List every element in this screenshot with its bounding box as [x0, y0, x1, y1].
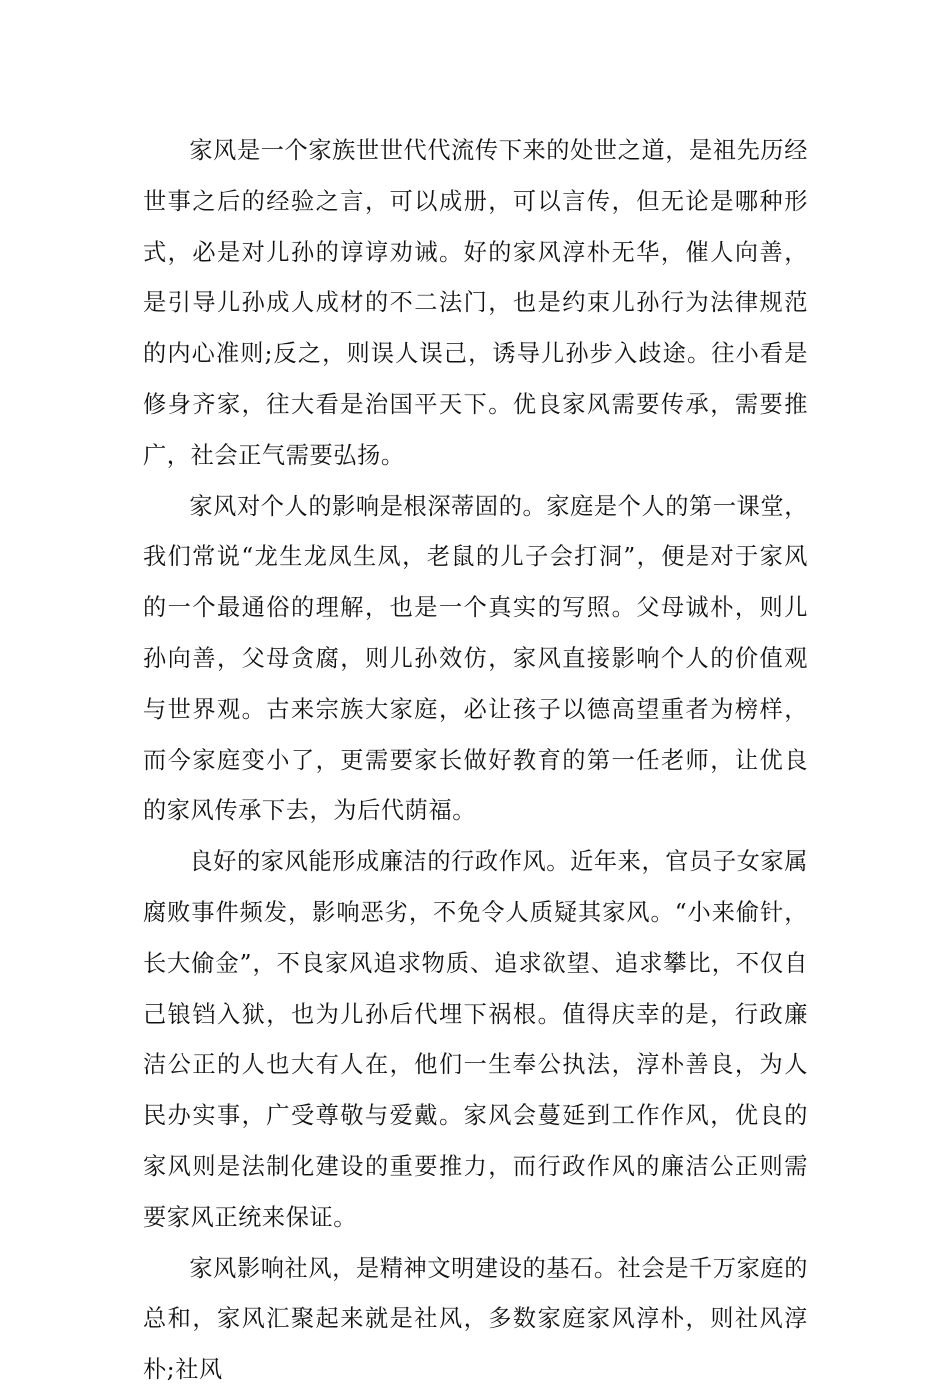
- paragraph-4: 家风影响社风，是精神文明建设的基石。社会是千万家庭的总和，家风汇聚起来就是社风，多数家庭家风淳朴，则社风淳朴;社风: [143, 1254, 808, 1384]
- paragraph-3: 良好的家风能形成廉洁的行政作风。近年来，官员子女家属腐败事件频发，影响恶劣，不免令人质疑其家风。“小来偷针，长大偷金”，不良家风追求物质、追求欲望、追求攀比，不仅自己锒铛入狱，也为儿孙后代埋下祸根。值得庆幸的是，行政廉洁公正的人也大有人在，他们一生奉公执法，淳朴善良，为人民办实事，广受尊敬与爱戴。家风会蔓延到工作作风，优良的家风则是法制化建设的重要推力，而行政作风的廉洁公正则需要家风正统来保证。: [143, 848, 808, 1231]
- paragraph-1: 家风是一个家族世世代代流传下来的处世之道，是祖先历经世事之后的经验之言，可以成册，可以言传，但无论是哪种形式，必是对儿孙的谆谆劝诫。好的家风淳朴无华，催人向善，是引导儿孙成人成材的不二法门，也是约束儿孙行为法律规范的内心准则;反之，则误人误己，诱导儿孙步入歧途。往小看是修身齐家，往大看是治国平天下。优良家风需要传承，需要推广，社会正气需要弘扬。: [143, 137, 808, 469]
- paragraph-2: 家风对个人的影响是根深蒂固的。家庭是个人的第一课堂，我们常说“龙生龙凤生凤，老鼠的儿子会打洞”，便是对于家风的一个最通俗的理解，也是一个真实的写照。父母诚朴，则儿孙向善，父母贪腐，则儿孙效仿，家风直接影响个人的价值观与世界观。古来宗族大家庭，必让孩子以德高望重者为榜样，而今家庭变小了，更需要家长做好教育的第一任老师，让优良的家风传承下去，为后代荫福。: [143, 492, 808, 825]
- document-body: [143, 126, 808, 1396]
